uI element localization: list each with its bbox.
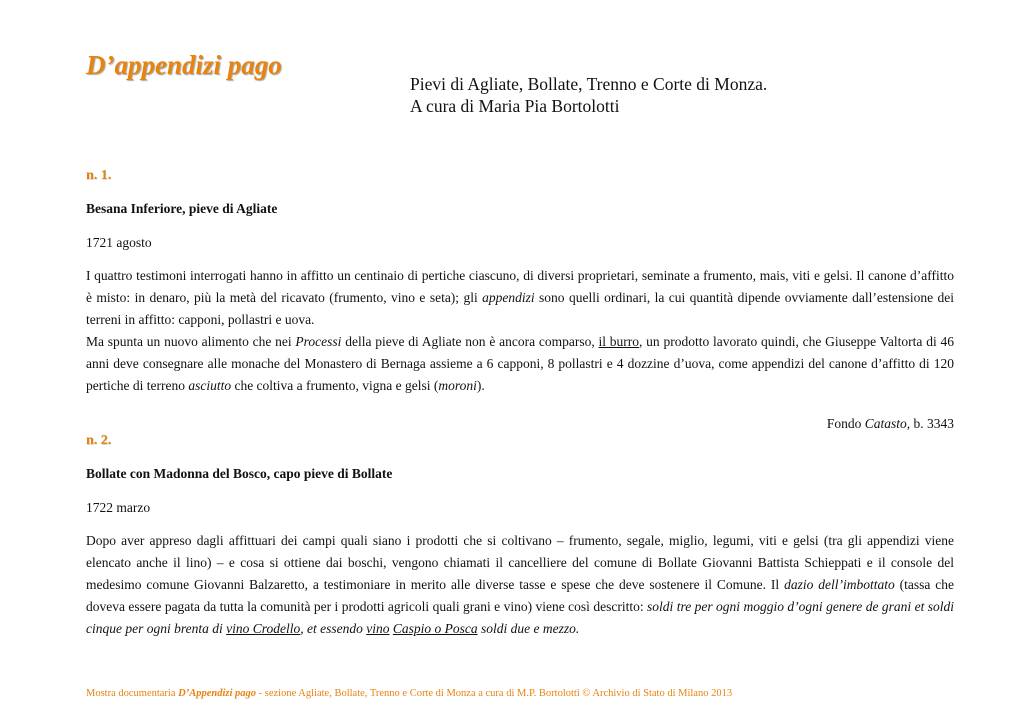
underlined-term: Caspio o Posca xyxy=(392,621,478,636)
exhibition-name: D’Appendizi pago xyxy=(178,688,257,699)
italic-quote: soldi tre per ogni moggio d’ogni genere de grani et soldi cinque per ogni brenta di xyxy=(86,599,955,636)
text-run: - sezione Agliate, Bollate, Trenno e Corte di Monza a cura di M.P. Bortolotti © Archivio di Stato di Milano 2013 xyxy=(256,688,733,699)
entry-1-number: n. 1. xyxy=(86,168,112,183)
entry-1-paragraph-2 xyxy=(86,331,954,397)
text-run: sono quelli ordinari, la cui quantità dipende ovviamente dall’estensione dei terreni in affitto: capponi, pollastri e uova. xyxy=(86,290,954,327)
italic-term: Catasto, xyxy=(864,416,911,431)
underlined-term: vino Crodello xyxy=(226,621,301,636)
italic-term: dazio dell’imbottato xyxy=(784,577,895,592)
subtitle-line-1: Pievi di Agliate, Bollate, Trenno e Corte di Monza. xyxy=(410,74,768,94)
entry-1-paragraph-1 xyxy=(86,265,954,331)
text-run: (tassa che doveva essere pagata da tutta la comunità per i prodotti agricoli quali grani e vino) viene così descritto: xyxy=(86,577,954,614)
italic-term: asciutto xyxy=(188,378,232,393)
text-run: , un prodotto lavorato quindi, che Giuseppe Valtorta di 46 anni deve consegnare alle monache del Monastero di Bernaga assieme a 6 capponi, 8 pollastri e 4 dozzine d’uova, come appendizi del canone d’affitto di 120 pertiche di terreno xyxy=(86,334,954,393)
page-subtitle xyxy=(410,73,767,117)
text-run: che coltiva a frumento, vigna e gelsi ( xyxy=(231,378,439,393)
entry-1-date: 1721 agosto xyxy=(86,235,152,250)
text-run: I quattro testimoni interrogati hanno in affitto un centinaio di pertiche ciascuno, di diversi proprietari, seminate a frumento, mais, viti e gelsi. Il canone d’affitto è misto: in denaro, più la metà del ricavato (frumento, vino e seta); gli xyxy=(86,268,954,305)
italic-term: appendizi xyxy=(482,290,535,305)
text-run: Dopo aver appreso dagli affittuari dei campi quali siano i prodotti che si coltivano – frumento, segale, miglio, legumi, viti e gelsi (tra gli appendizi viene elencato anche il lino) – e cosa si ottiene dai boschi, vengono chiamati il cancelliere del comune di Bollate Giovanni Battista Schieppati e il console del medesimo comune Giovanni Balzaretto, a testimoniare in merito alle diverse tasse e spese che deve sostenere il Comune. Il xyxy=(86,533,954,592)
page-title: D’appendizi pago xyxy=(86,50,282,80)
page-footer xyxy=(86,688,732,699)
text-run: Ma spunta un nuovo alimento che nei xyxy=(86,334,296,349)
text-run: Mostra documentaria xyxy=(86,688,179,699)
entry-2-text xyxy=(86,530,954,640)
entry-2-place: Bollate con Madonna del Bosco, capo pieve di Bollate xyxy=(86,466,393,481)
text-run: ). xyxy=(476,378,485,393)
text-run: Fondo xyxy=(826,416,865,431)
entry-2-number: n. 2. xyxy=(86,433,112,448)
underlined-term: vino xyxy=(366,621,390,636)
text-run: b. 3343 xyxy=(910,416,954,431)
subtitle-line-2: A cura di Maria Pia Bortolotti xyxy=(410,96,620,116)
italic-term: Processi xyxy=(295,334,342,349)
entry-2-paragraph-1 xyxy=(86,530,954,640)
entry-1-source xyxy=(827,416,954,432)
underlined-term: il burro xyxy=(598,334,640,349)
entry-1-place: Besana Inferiore, pieve di Agliate xyxy=(86,201,278,216)
italic-term: moroni xyxy=(438,378,477,393)
italic-quote: , et essendo xyxy=(300,621,367,636)
entry-1-text xyxy=(86,265,954,397)
entry-2-date: 1722 marzo xyxy=(86,500,151,515)
italic-quote: soldi due e mezzo. xyxy=(477,621,580,636)
text-run: della pieve di Agliate non è ancora comparso, xyxy=(341,334,599,349)
